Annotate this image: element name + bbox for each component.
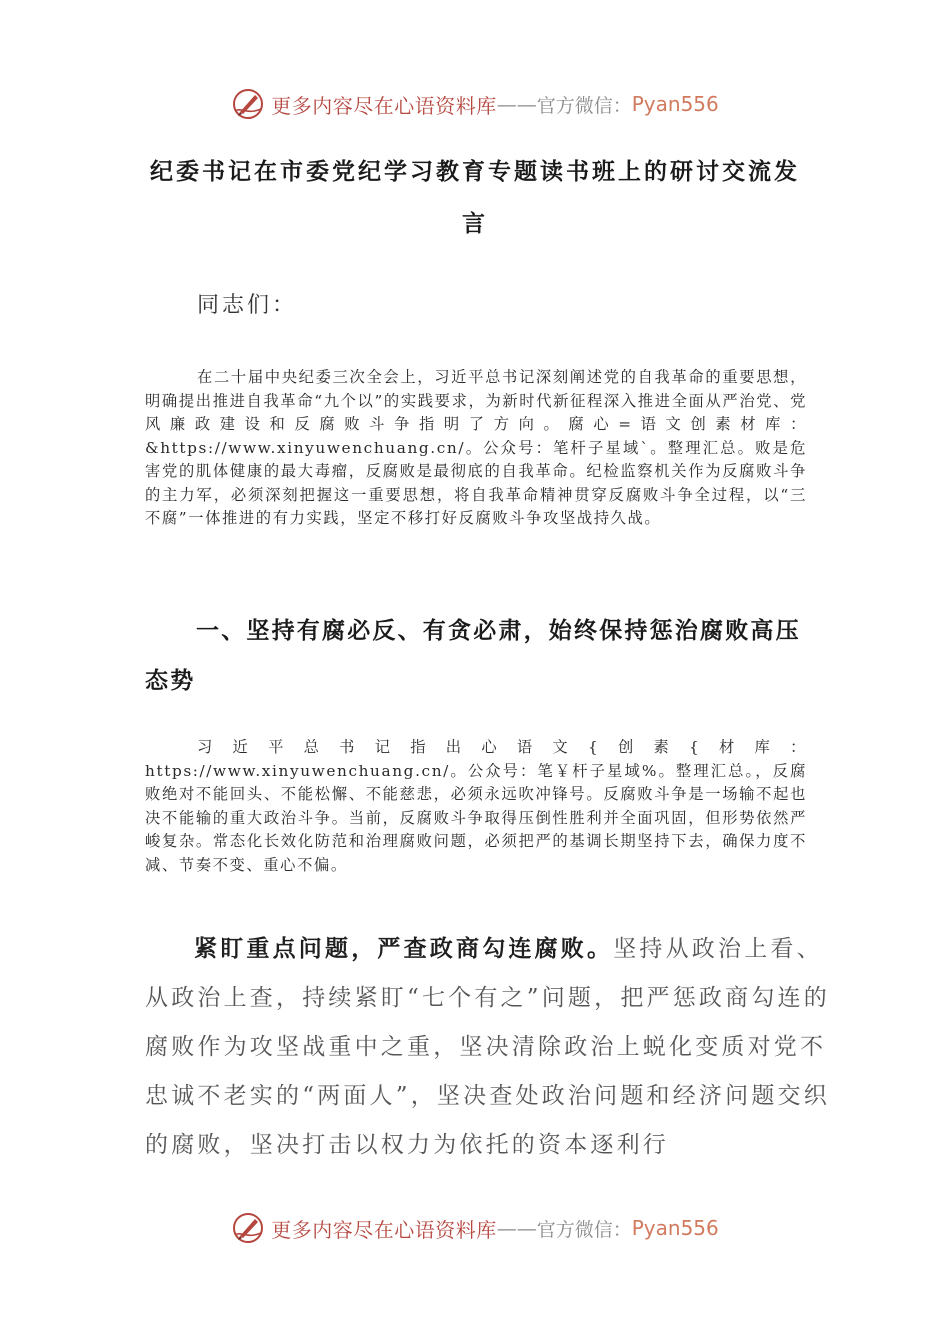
quill-pen-logo-icon — [231, 87, 265, 121]
paragraph-intro: 在二十届中央纪委三次全会上，习近平总书记深刻阐述党的自我革命的重要思想，明确提出推进自我革命“九个以”的实践要求，为新时代新征程深入推进全面从严治党、党风廉政建设和反腐败斗争指明了方向。腐心=语文创素材库：&https://www.xinyuwenchuang.cn/。公众号：笔杆子星域`。整理汇总。败是危害党的肌体健康的最大毒瘤，反腐败是最彻底的自我革命。纪检监察机关作为反腐败斗争的主力军，必须深刻把握这一重要思想，将自我革命精神贯穿反腐败斗争全过程，以“三不腐”一体推进的有力实践，坚定不移打好反腐败斗争攻坚战持久战。 — [145, 368, 807, 527]
paragraph-section-1: 习近平总书记指出心语文{创素{材库：https://www.xinyuwenchuang.cn/。公众号：笔￥杆子星域%。整理汇总。，反腐败绝对不能回头、不能松懈、不能慈悲，必须永远吹冲锋号。反腐败斗争是一场输不起也决不能输的重大政治斗争。当前，反腐败斗争取得压倒性胜利并全面巩固，但形势依然严峻复杂。常态化长效化防范和治理腐败问题，必须把严的基调长期坚持下去，确保力度不减、节奏不变、重心不偏。 — [145, 738, 807, 874]
greeting: 同志们： — [197, 293, 298, 318]
banner-text: 更多内容尽在心语资料库 — [271, 93, 497, 118]
banner-wechat-id: Pyan556 — [631, 92, 719, 116]
section-heading-1: 一、坚持有腐必反、有贪必肃，始终保持惩治腐败高压态势 — [145, 617, 801, 694]
paragraph-key-issues — [145, 924, 830, 1170]
header-banner — [0, 84, 950, 124]
banner-wechat-label: 官方微信： — [536, 94, 632, 117]
banner-separator: —— — [496, 92, 537, 116]
paragraph-body-text: 坚持从政治上看、从政治上查，持续紧盯“七个有之”问题，把严惩政商勾连的腐败作为攻坚战重中之重，坚决清除政治上蜕化变质对党不忠诚不老实的“两面人”，坚决查处政治问题和经济问题交织的腐败，坚决打击以权力为依托的资本逐利行 — [145, 936, 830, 1158]
paragraph-lead-text: 紧盯重点问题，严查政商勾连腐败。 — [194, 935, 614, 962]
footer-banner — [0, 1208, 950, 1248]
quill-pen-logo-icon — [231, 1211, 265, 1245]
footer-banner-wechat-label: 官方微信： — [536, 1218, 632, 1241]
footer-banner-separator: —— — [496, 1216, 537, 1240]
footer-banner-wechat-id: Pyan556 — [631, 1216, 719, 1240]
document-title: 纪委书记在市委党纪学习教育专题读书班上的研讨交流发言 — [150, 158, 800, 237]
footer-banner-text: 更多内容尽在心语资料库 — [271, 1217, 497, 1242]
